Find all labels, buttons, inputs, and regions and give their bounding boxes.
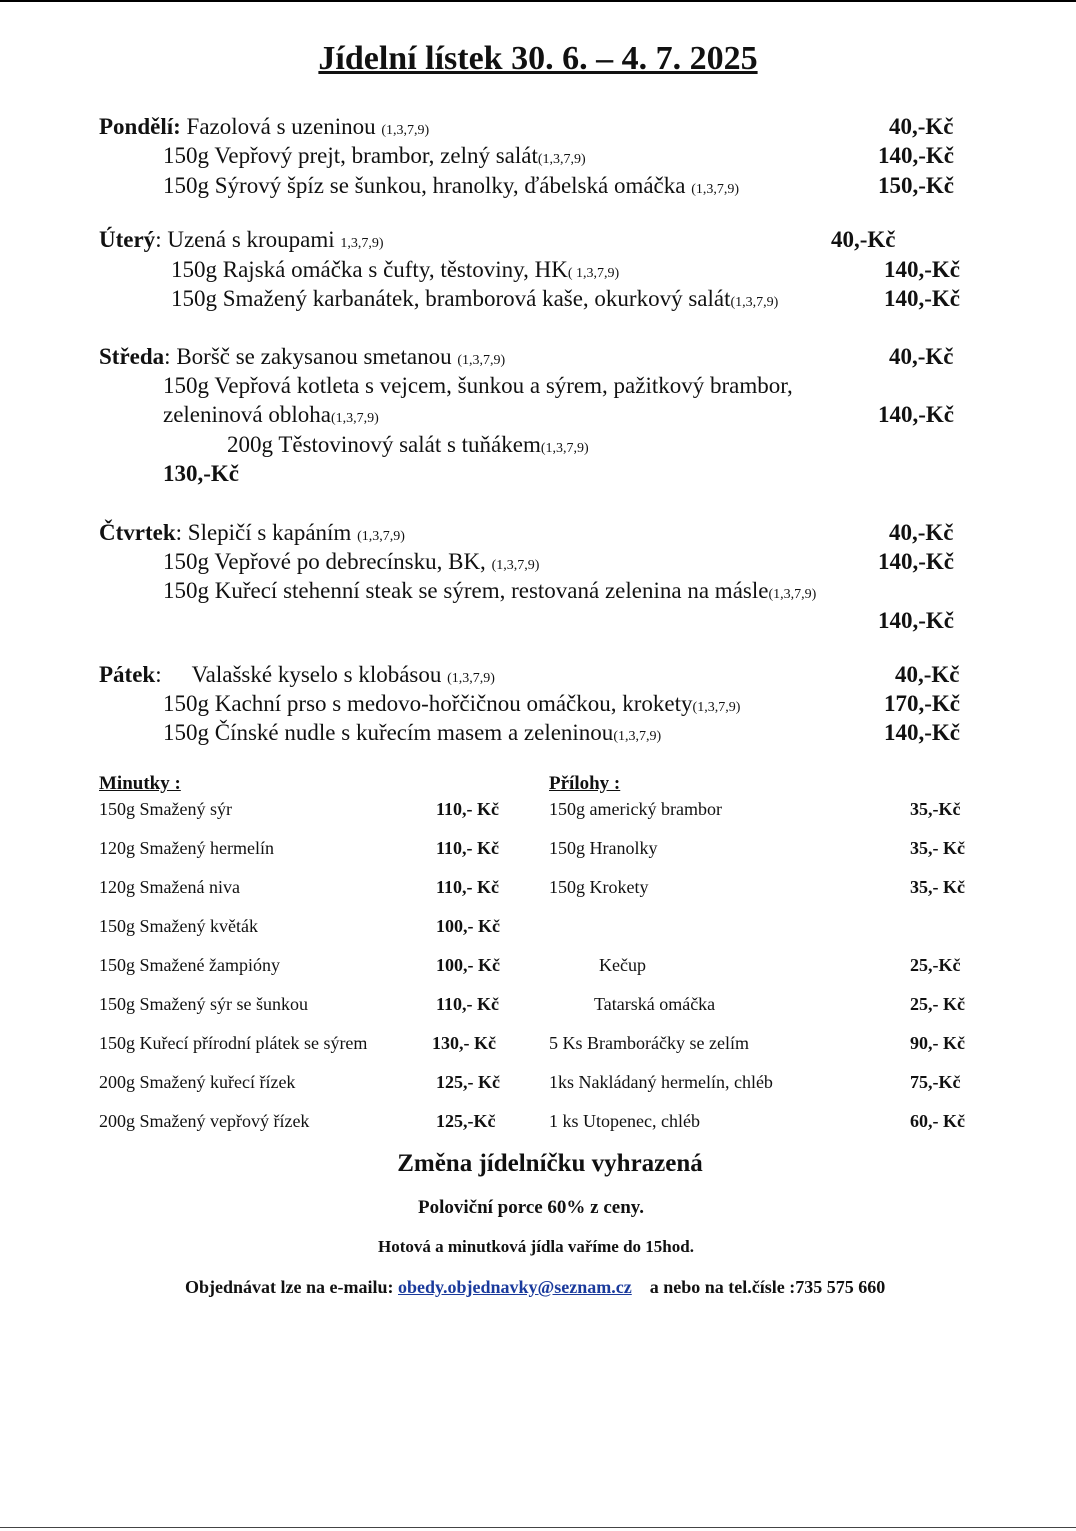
label-separator: : [164,344,171,369]
allergens: (1,3,7,9) [330,411,379,426]
meal-name: zeleninová obloha [163,402,331,427]
allergens: 1,3,7,9) [340,236,384,251]
monday-soup: Fazolová s uzeninou [186,114,376,139]
prilohy-item-price: 35,- Kč [910,838,965,858]
minutky-item-name: 200g Smažený kuřecí řízek [99,1072,296,1092]
prilohy-item-name: 1ks Nakládaný hermelín, chléb [549,1072,773,1092]
wednesday-meal-1-line2 [163,401,379,433]
cooking-hours-note: Hotová a minutková jídla vaříme do 15hod. [378,1237,694,1256]
meal-name: 150g Rajská omáčka s čufty, těstoviny, HK [171,257,568,282]
minutky-item-name: 120g Smažená niva [99,877,240,897]
half-portion-note: Poloviční porce 60% z ceny. [417,1197,645,1218]
meal-name: 150g Kachní prso s medovo-hořčičnou omáčkou, krokety [163,691,693,716]
prilohy-item-name: 5 Ks Bramboráčky se zelím [549,1033,749,1053]
meal-name: 150g Vepřové po debrecínsku, BK, [163,549,486,574]
tuesday-meal-1 [171,256,619,288]
email-link[interactable]: obedy.objednavky@seznam.cz [398,1277,632,1297]
meal-name: 150g Kuřecí stehenní steak se sýrem, restovaná zelenina na másle [163,578,769,603]
prilohy-item-name: 150g Krokety [549,877,649,897]
prilohy-item-name: Tatarská omáčka [594,994,716,1014]
allergens: (1,3,7,9) [457,353,506,368]
minutky-heading: Minutky : [99,773,181,794]
monday-meal-2 [163,172,739,204]
allergens: (1,3,7,9) [447,671,495,686]
tuesday-soup: Uzená s kroupami [167,227,335,252]
label-separator: : [175,520,183,545]
minutky-item-name: 150g Kuřecí přírodní plátek se sýrem [99,1033,368,1053]
allergens: (1,3,7,9) [768,587,817,602]
allergens: (1,3,7,9) [381,123,430,138]
minutky-item-price: 125,- Kč [436,1072,500,1092]
wednesday-meal-2-price: 130,-Kč [163,461,240,486]
minutky-item-price: 110,- Kč [436,799,499,819]
wednesday-soup: Boršč se zakysanou smetanou [176,344,452,369]
wednesday-meal-1-line1: 150g Vepřová kotleta s vejcem, šunkou a sýrem, pažitkový brambor, [163,373,793,398]
minutky-item-price: 125,-Kč [436,1111,496,1131]
allergens: ( 1,3,7,9) [567,266,620,281]
minutky-item-name: 150g Smažený květák [99,916,258,936]
minutky-item-name: 150g Smažené žampióny [99,955,280,975]
allergens: (1,3,7,9) [730,295,779,310]
top-border [0,0,1076,2]
prilohy-item-price: 25,-Kč [910,955,961,975]
minutky-item-name: 150g Smažený sýr se šunkou [99,994,308,1014]
friday-soup-line [99,661,495,693]
friday-meal-1-price: 170,-Kč [884,691,961,716]
monday-meal-2-price: 150,-Kč [878,173,955,198]
wednesday-soup-price: 40,-Kč [889,344,954,369]
monday-soup-line [99,113,429,145]
thursday-meal-2 [163,577,816,609]
prilohy-item-name: 1 ks Utopenec, chléb [549,1111,700,1131]
prilohy-item-price: 35,- Kč [910,877,965,897]
meal-name: 150g Sýrový špíz se šunkou, hranolky, ďábelská omáčka [163,173,686,198]
order-prefix: Objednávat lze na e-mailu: [185,1277,394,1297]
tuesday-meal-2 [171,285,778,317]
prilohy-item-price: 25,- Kč [910,994,965,1014]
friday-soup-price: 40,-Kč [895,662,960,687]
tuesday-meal-2-price: 140,-Kč [884,286,961,311]
allergens: (1,3,7,9) [613,729,662,744]
prilohy-item-name: 150g americký brambor [549,799,722,819]
prilohy-item-name: Kečup [599,955,646,975]
thursday-soup-price: 40,-Kč [889,520,954,545]
wednesday-meal-1-price: 140,-Kč [878,402,955,427]
monday-soup-price: 40,-Kč [889,114,954,139]
prilohy-item-name: 150g Hranolky [549,838,658,858]
order-middle: a nebo na tel.čísle : [649,1277,796,1297]
prilohy-item-price: 75,-Kč [910,1072,961,1092]
allergens: (1,3,7,9) [691,182,740,197]
thursday-meal-1-price: 140,-Kč [878,549,955,574]
minutky-item-name: 120g Smažený hermelín [99,838,274,858]
wednesday-meal-2 [227,431,589,463]
order-contact-line [185,1277,885,1298]
menu-title: Jídelní lístek 30. 6. – 4. 7. 2025 [318,40,758,77]
allergens: (1,3,7,9) [692,700,741,715]
minutky-item-name: 200g Smažený vepřový řízek [99,1111,310,1131]
tuesday-soup-price: 40,-Kč [831,227,896,252]
day-label-friday: Pátek [99,662,156,687]
allergens: (1,3,7,9) [357,529,405,544]
phone-number: 735 575 660 [795,1277,886,1297]
thursday-soup-line [99,519,405,551]
tuesday-meal-1-price: 140,-Kč [884,257,961,282]
day-label-thursday: Čtvrtek [99,520,176,545]
meal-name: 200g Těstovinový salát s tuňákem [227,432,541,457]
allergens: (1,3,7,9) [537,152,586,167]
minutky-item-price: 110,- Kč [436,994,499,1014]
minutky-item-price: 130,- Kč [432,1033,496,1053]
meal-name: 150g Vepřový prejt, brambor, zelný salát [163,143,538,168]
thursday-meal-2-price: 140,-Kč [878,608,955,633]
label-separator: : [155,662,162,687]
minutky-item-price: 110,- Kč [436,838,499,858]
thursday-soup: Slepičí s kapáním [187,520,352,545]
menu-change-notice: Změna jídelníčku vyhrazená [397,1150,703,1177]
meal-name: 150g Smažený karbanátek, bramborová kaše, okurkový salát [171,286,731,311]
day-label-tuesday: Úterý [99,227,156,252]
day-label-monday: Pondělí: [99,114,181,139]
bottom-border [0,1527,1076,1528]
friday-meal-2-price: 140,-Kč [884,720,961,745]
friday-meal-1 [163,690,740,722]
allergens: (1,3,7,9) [491,558,540,573]
meal-name: 150g Čínské nudle s kuřecím masem a zeleninou [163,720,614,745]
prilohy-item-price: 90,- Kč [910,1033,965,1053]
minutky-item-name: 150g Smažený sýr [99,799,232,819]
label-separator: : [155,227,162,252]
friday-meal-2 [163,719,661,751]
prilohy-item-price: 35,-Kč [910,799,961,819]
prilohy-heading: Přílohy : [549,773,621,794]
wednesday-soup-line [99,343,505,375]
allergens: (1,3,7,9) [540,441,589,456]
minutky-item-price: 100,- Kč [436,955,500,975]
tuesday-soup-line [99,226,384,258]
thursday-meal-1 [163,548,539,580]
prilohy-item-price: 60,- Kč [910,1111,965,1131]
monday-meal-1 [163,142,586,174]
day-label-wednesday: Středa [99,344,165,369]
monday-meal-1-price: 140,-Kč [878,143,955,168]
friday-soup: Valašské kyselo s klobásou [191,662,442,687]
minutky-item-price: 100,- Kč [436,916,500,936]
minutky-item-price: 110,- Kč [436,877,499,897]
